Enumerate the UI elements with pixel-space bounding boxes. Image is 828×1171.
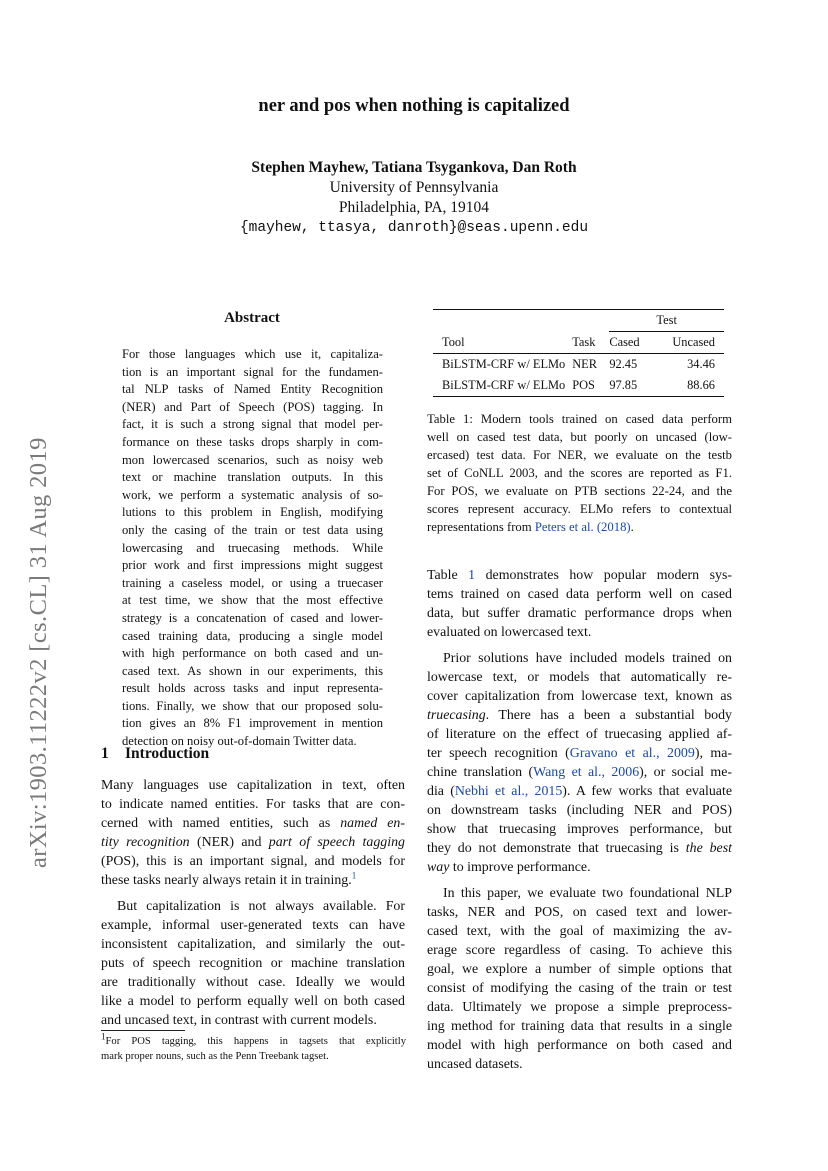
text-line: Prior solutions have included models trained on [443, 651, 732, 666]
text-line: puts of speech recognition or machine translation [101, 956, 405, 971]
text-line: For those languages which use it, capitaliza- [122, 347, 383, 361]
text-line: text or machine translation outputs. In this [122, 470, 383, 485]
text-line: only the casing of the train or test data using [122, 522, 383, 537]
emphasis: part of speech tagging [268, 835, 405, 850]
results-table [433, 309, 724, 397]
text-line: In this paper, we evaluate two foundational NLP [443, 886, 732, 901]
citation-link[interactable]: 1 [468, 568, 476, 583]
text-line: lowercasing and truecasing methods. While [122, 540, 383, 555]
text-line: tity recognition (NER) and part of speech tagging [101, 835, 405, 850]
footnote-mark: 1 [101, 1031, 106, 1042]
text-line: cased text. As shown in our experiments, this [122, 663, 383, 678]
citation-link[interactable]: Nebhi et al., 2015 [454, 784, 563, 799]
table-header-row [433, 332, 724, 354]
intro-paragraph-2 [101, 897, 405, 1030]
text-line: tion gives an 8% F1 improvement in mention [122, 716, 383, 731]
text-line: model with high performance on both cased and [427, 1038, 732, 1053]
email: {mayhew, ttasya, danroth}@seas.upenn.edu [239, 220, 589, 236]
text-line: show that truecasing improves performance, but [427, 822, 732, 837]
cell-task: NER [572, 354, 609, 376]
author-block [0, 158, 828, 238]
test-group-header: Test [609, 310, 724, 332]
emphasis: tity recognition [101, 835, 190, 850]
emphasis: truecasing [427, 708, 486, 723]
text-line: strategy is a concatenation of cased and lower- [122, 610, 383, 625]
text-line: (POS), this is an important signal, and models for [101, 854, 405, 869]
text-line: For POS, we evaluate on PTB sections 22-24, and the [427, 484, 732, 498]
text-line: example, informal user-generated texts can have [101, 918, 405, 933]
cell-tool: BiLSTM-CRF w/ ELMo [433, 375, 572, 397]
text-line: Table 1 demonstrates how popular modern sys- [427, 568, 732, 583]
text-line: But capitalization is not always available. For [117, 899, 405, 914]
text-line: lowercase text, or models that automatically re- [427, 670, 732, 685]
text-line: on downstream tasks (including NER and POS) [427, 803, 732, 818]
text-line: to indicate named entities. For tasks that are con- [101, 797, 405, 812]
cell-cased: 92.45 [609, 354, 656, 376]
text-line: dia (Nebhi et al., 2015). A few works that evaluate [427, 784, 732, 799]
affiliation: University of Pennsylvania [329, 179, 499, 196]
text-line: truecasing. There has a been a substantial body [427, 708, 732, 723]
text-line: formance on these tasks drops sharply in com- [122, 434, 383, 449]
text-line: work, we perform a systematic analysis of so- [122, 487, 383, 502]
table-group-header-row [433, 310, 724, 332]
text-line: ing method for training data that results in a single [427, 1019, 732, 1034]
right-paragraph-2 [427, 649, 732, 877]
emphasis: named en- [340, 816, 405, 831]
table-row [433, 375, 724, 397]
emphasis: the best [685, 841, 732, 856]
citation-link[interactable]: Gravano et al., 2009 [569, 746, 695, 761]
table-1-caption [427, 410, 732, 536]
text-line: way to improve performance. [427, 860, 591, 875]
text-line: representations from Peters et al. (2018). [427, 520, 634, 534]
text-line: inconsistent capitalization, and similarly the out- [101, 937, 405, 952]
text-line: tions. Finally, we show that our proposed solu- [122, 698, 383, 713]
section-title: Introduction [125, 745, 210, 762]
cell-tool: BiLSTM-CRF w/ ELMo [433, 354, 572, 376]
text-line: chine translation (Wang et al., 2006), or social me- [427, 765, 732, 780]
text-line: are traditionally without case. Ideally we would [101, 975, 405, 990]
text-line: cased training data, producing a single model [122, 628, 383, 643]
text-line: erage score regardless of casing. To achieve this [427, 943, 732, 958]
text-line: ter speech recognition (Gravano et al., 2009), ma- [427, 746, 733, 761]
text-line: Many languages use capitalization in text, often [101, 778, 405, 793]
text-line: tasks, NER and POS, on cased text and lower- [427, 905, 732, 920]
text-line: cerned with named entities, such as named en- [101, 816, 405, 831]
paper-title: ner and pos when nothing is capitalized [258, 96, 570, 116]
text-line: and uncased text, in contrast with current models. [101, 1013, 377, 1028]
text-line: mark proper nouns, such as the Penn Treebank tagset. [101, 1050, 329, 1062]
address: Philadelphia, PA, 19104 [338, 199, 490, 216]
text-line: data. Ultimately we propose a simple preprocess- [427, 1000, 732, 1015]
header-tool: Tool [442, 334, 465, 349]
citation-link[interactable]: Wang et al., 2006 [533, 765, 640, 780]
text-line: mon lowercased scenarios, such as noisy web [122, 452, 383, 467]
cell-cased: 97.85 [609, 375, 656, 397]
text-line: (NER) and Part of Speech (POS) tagging. In [122, 399, 383, 414]
footnote-reference[interactable]: 1 [351, 870, 357, 881]
text-line: well on cased test data, but poorly on uncased (low- [427, 430, 732, 444]
text-line: uncased datasets. [427, 1057, 523, 1072]
text-line: data, but suffer dramatic performance drops when [427, 606, 732, 621]
table-row [433, 354, 724, 376]
text-line: scores represent accuracy. ELMo refers to contextual [427, 502, 732, 516]
section-heading-introduction [101, 745, 209, 763]
text-line: consist of modifying the casing of the train or test [427, 981, 732, 996]
text-line: tems trained on cased data perform well on cased [427, 587, 732, 602]
text-line: they do not demonstrate that truecasing is the best [427, 841, 732, 856]
text-line: at test time, we show that the most effective [122, 593, 383, 608]
text-line: like a model to perform equally well on both cased [101, 994, 405, 1009]
table-1 [433, 309, 724, 397]
text-line: cover capitalization from lowercase text, known as [427, 689, 732, 704]
left-column-text [101, 776, 405, 1037]
cell-task: POS [572, 375, 609, 397]
text-line: goal, we explore a number of simple options that [427, 962, 732, 977]
text-line: evaluated on lowercased text. [427, 625, 592, 640]
header-uncased: Uncased [672, 335, 715, 349]
footnote [101, 1031, 406, 1064]
text-line: training a caseless model, or using a truecaser [122, 575, 383, 590]
abstract-heading: Abstract [224, 310, 280, 326]
abstract-body [122, 346, 383, 751]
right-paragraph-1 [427, 566, 732, 642]
intro-paragraph-1 [101, 776, 405, 890]
right-paragraph-3 [427, 884, 732, 1074]
text-line: of literature on the effect of truecasing applied af- [427, 727, 732, 742]
text-line: cased text, with the goal of maximizing the av- [427, 924, 732, 939]
citation-link[interactable]: Peters et al. (2018) [534, 520, 631, 534]
text-line: these tasks nearly always retain it in training.$^1$ [101, 870, 357, 888]
arxiv-identifier: arXiv:1903.11222v2 [cs.CL] 31 Aug 2019 [25, 437, 52, 868]
author-names: Stephen Mayhew, Tatiana Tsygankova, Dan Roth [251, 159, 577, 176]
header-task: Task [572, 334, 596, 349]
cell-uncased: 88.66 [656, 375, 724, 397]
text-line: tion is an important signal for the fundamen- [122, 364, 383, 379]
cell-uncased: 34.46 [656, 354, 724, 376]
header-cased: Cased [609, 335, 640, 349]
text-line: with high performance on both cased and un- [122, 646, 383, 661]
text-line: tal NLP tasks of Named Entity Recognition [122, 382, 383, 397]
text-line: set of CoNLL 2003, and the scores are reported as F1. [427, 466, 732, 480]
section-number: 1 [101, 745, 109, 762]
text-line: prior work and first impressions might suggest [122, 558, 383, 573]
text-line: ercased) test data. For NER, we evaluate on the testb [427, 448, 732, 462]
text-line: result holds across tasks and input representa- [122, 681, 383, 696]
footnote-divider [101, 1030, 185, 1031]
text-line: detection on noisy out-of-domain Twitter data. [122, 734, 357, 749]
text-line: lutions to this problem in English, modifying [122, 505, 383, 520]
right-column-text [427, 566, 732, 1081]
text-line: Table 1: Modern tools trained on cased data perform [427, 412, 732, 426]
text-line: fact, it is such a strong signal that model per- [122, 417, 383, 432]
emphasis: way [427, 860, 450, 875]
text-line: $^1$For POS tagging, this happens in tagsets that explicitly [101, 1031, 406, 1047]
